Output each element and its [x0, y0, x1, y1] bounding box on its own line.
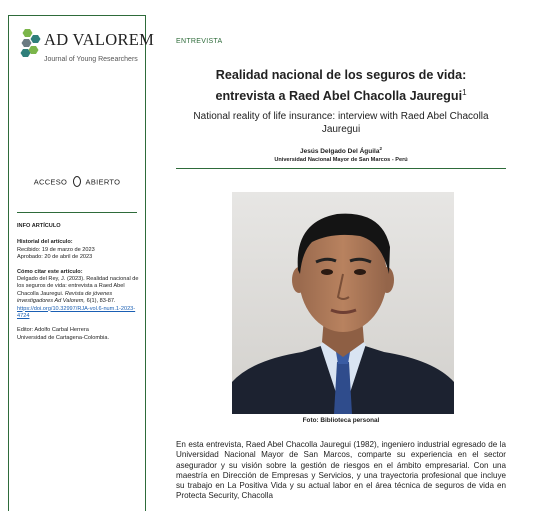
history-label: Historial del artículo:	[17, 239, 73, 246]
citation	[17, 276, 141, 320]
title-line-1: Realidad nacional de los seguros de vida:	[215, 68, 467, 82]
hexagon-logo-icon	[19, 28, 41, 58]
journal-subtitle: Journal of Young Researchers	[44, 56, 138, 63]
open-access-icon	[73, 176, 81, 187]
info-heading: INFO ARTÍCULO	[17, 223, 61, 229]
open-access-badge	[9, 177, 145, 188]
sidebar-divider	[17, 212, 137, 213]
article-body: En esta entrevista, Raed Abel Chacolla Jauregui (1982), ingeniero industrial egresado de la Universidad Nacional Mayor de San Marcos, comparte su experiencia en el sector asegurador y su visión sobre la gestión de riesgos en el ámbito empresarial. Con una maestría en Dirección de Empresas y Servicios, y una trayectoria profesional que incluye su trabajo en La Positiva Vida y su actual labor en el área técnica de seguros de vida en Protecta Security, Chacolla	[176, 440, 506, 501]
author-footnote-marker[interactable]: 2	[379, 146, 382, 151]
article-title	[176, 67, 506, 105]
history-block	[17, 239, 141, 261]
open-access-right: ABIERTO	[85, 177, 121, 187]
article-info	[17, 223, 141, 349]
citation-block	[17, 269, 141, 321]
doi-link[interactable]: https://doi.org/10.32997/RJA-vol.6-num.1-2023-4724	[17, 305, 136, 320]
editor-block	[17, 327, 141, 342]
photo-caption: Foto: Biblioteca personal	[302, 417, 380, 424]
author-name	[176, 146, 506, 155]
editor-affiliation: Universidad de Cartagena-Colombia.	[17, 334, 110, 341]
editor: Editor: Adolfo Carbal Herrera	[17, 327, 89, 334]
open-access-left: ACCESO	[33, 177, 68, 187]
citation-journal: Revista de jóvenes investigadores Ad Valorem,	[17, 290, 113, 305]
journal-logo[interactable]	[19, 28, 155, 68]
approved-date: Aprobado: 20 de abril de 2023	[17, 254, 93, 261]
journal-name: AD VALOREM	[44, 30, 155, 49]
section-label: ENTREVISTA	[176, 38, 223, 45]
author-text: Jesús Delgado Del Águila	[300, 148, 380, 156]
title-line-2: entrevista a Raed Abel Chacolla Jauregui	[215, 89, 463, 104]
interviewee-photo	[232, 192, 454, 414]
citation-text: Delgado del Rey, J. (2023). Realidad nacional de los seguros de vida: entrevista a Raed Abel Chacolla Jauregui.	[17, 276, 139, 297]
citation-pages: 6(1), 83-87.	[86, 298, 116, 305]
title-footnote-marker[interactable]: 1	[462, 88, 467, 97]
article-subtitle: National reality of life insurance: interview with Raed Abel Chacolla Jauregui	[193, 111, 489, 135]
portrait-image	[232, 192, 454, 414]
cite-label: Cómo citar este artículo:	[17, 268, 83, 275]
header-divider	[176, 168, 506, 169]
received-date: Recibido: 19 de marzo de 2023	[17, 246, 95, 253]
author-affiliation: Universidad Nacional Mayor de San Marcos - Perú	[274, 157, 408, 163]
article-info-sidebar	[8, 15, 155, 511]
